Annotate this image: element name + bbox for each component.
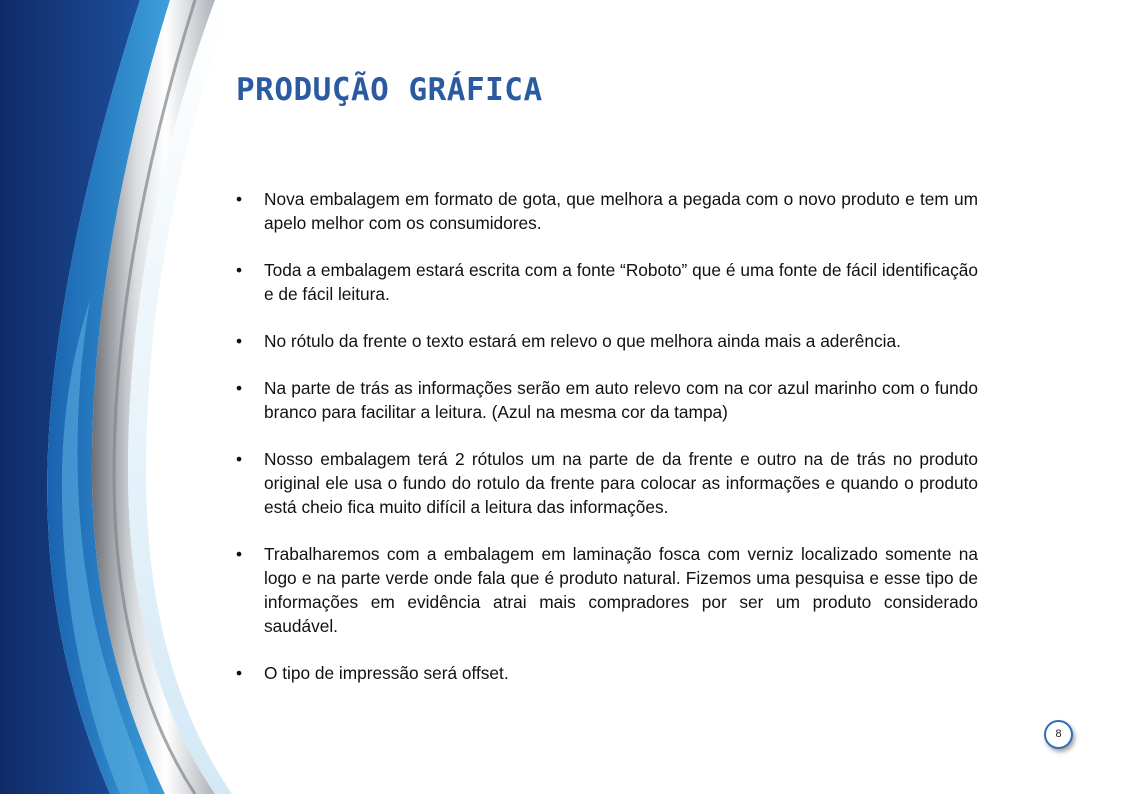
list-item <box>236 329 978 353</box>
bullet-marker: • <box>236 544 243 564</box>
bullet-text: No rótulo da frente o texto estará em relevo o que melhora ainda mais a aderência. <box>264 331 901 351</box>
decorative-wave-background <box>0 0 260 794</box>
bullet-marker: • <box>236 663 243 683</box>
list-item <box>236 661 978 685</box>
bullet-marker: • <box>236 378 243 398</box>
bullet-text: Nova embalagem em formato de gota, que melhora a pegada com o novo produto e tem um apelo melhor com os consumidores. <box>264 189 978 233</box>
list-item <box>236 258 978 306</box>
list-item <box>236 376 978 424</box>
bullet-marker: • <box>236 331 243 351</box>
bullet-text: Toda a embalagem estará escrita com a fonte “Roboto” que é uma fonte de fácil identificação e de fácil leitura. <box>264 260 978 304</box>
bullet-list <box>236 187 978 708</box>
bullet-text: Nosso embalagem terá 2 rótulos um na parte de da frente e outro na de trás no produto original ele usa o fundo do rotulo da frente para colocar as informações e quando o produto está cheio fica muito difícil a leitura das informações. <box>264 449 978 517</box>
bullet-text: Trabalharemos com a embalagem em laminação fosca com verniz localizado somente na logo e na parte verde onde fala que é produto natural. Fizemos uma pesquisa e esse tipo de informações em evidência atrai mais compradores por ser um produto considerado saudável. <box>264 544 978 636</box>
bullet-text: O tipo de impressão será offset. <box>264 663 509 683</box>
list-item <box>236 447 978 519</box>
list-item <box>236 542 978 638</box>
bullet-text: Na parte de trás as informações serão em auto relevo com na cor azul marinho com o fundo branco para facilitar a leitura. (Azul na mesma cor da tampa) <box>264 378 978 422</box>
bullet-marker: • <box>236 449 243 469</box>
bullet-marker: • <box>236 260 243 280</box>
page-number-badge: 8 <box>1044 720 1073 749</box>
list-item <box>236 187 978 235</box>
page-title: PRODUÇÃO GRÁFICA <box>236 72 543 108</box>
bullet-marker: • <box>236 189 243 209</box>
